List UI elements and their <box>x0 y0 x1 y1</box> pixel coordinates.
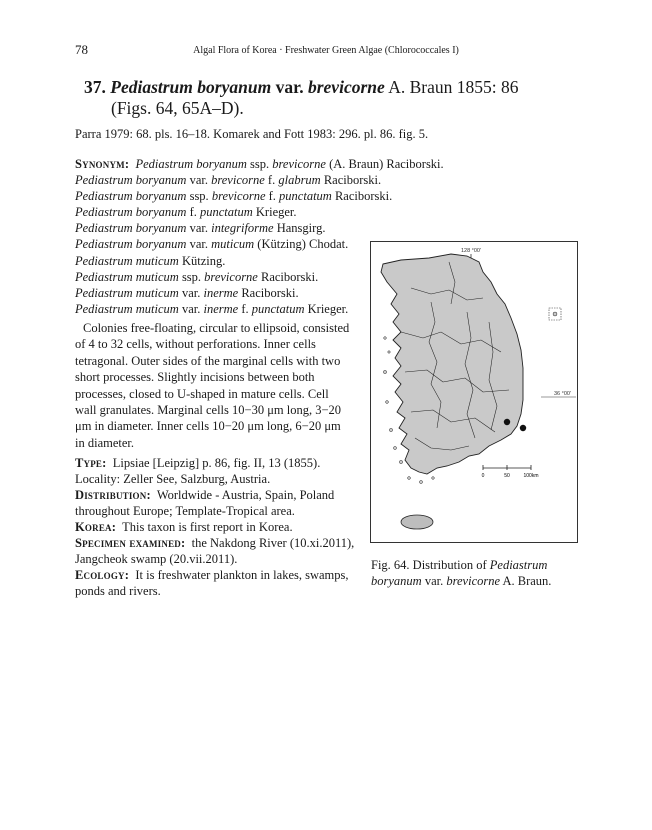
synonym-rank: var. <box>181 301 201 316</box>
synonym-epithet: integriforme <box>211 221 274 236</box>
description <box>75 320 351 451</box>
entry-number: 37. <box>84 77 106 97</box>
synonym-epithet: brevicorne <box>211 189 266 204</box>
korea-map-svg <box>371 242 577 542</box>
synonym-genus-species: Pediastrum muticum <box>75 285 179 300</box>
synonym-genus-species: Pediastrum boryanum <box>75 221 187 236</box>
var-abbr: var. <box>275 77 304 97</box>
synonym-author: Krieger. <box>307 301 349 316</box>
distribution-map <box>370 241 578 543</box>
synonym-epithet: glabrum <box>278 173 321 188</box>
taxon-metadata <box>75 455 357 599</box>
caption-variety: brevicorne <box>446 574 501 588</box>
synonym-label: Synonym: <box>75 157 130 171</box>
parallel-label: 36 °00' <box>553 391 571 397</box>
variety-name: brevicorne <box>307 77 385 97</box>
synonym-rank: var. <box>189 237 208 252</box>
meridian-label: 128 °00' <box>460 248 482 254</box>
synonym-line <box>75 188 444 204</box>
synonym-rank: ssp. <box>181 269 202 284</box>
synonym-line <box>75 220 444 236</box>
synonym-genus-species: Pediastrum boryanum <box>135 157 247 171</box>
entry-title <box>84 77 564 119</box>
type-label: Type: <box>75 456 107 470</box>
specimen-text: the Nakdong River (10.xi.2011), Jangcheok swamp (20.vii.2011). <box>75 536 355 566</box>
page-number: 78 <box>75 42 88 57</box>
synonym-genus-species: Pediastrum boryanum <box>75 189 187 204</box>
scale-label-50: 50 <box>504 473 510 479</box>
synonym-epithet: inerme <box>203 301 239 316</box>
ecology-label: Ecology: <box>75 568 130 582</box>
synonym-line <box>75 156 444 172</box>
synonym-rank: var. <box>181 285 201 300</box>
synonym-epithet: brevicorne <box>272 157 326 171</box>
distribution-label: Distribution: <box>75 488 151 502</box>
scale-label-0: 0 <box>481 473 485 479</box>
synonym-genus-species: Pediastrum muticum <box>75 269 179 284</box>
synonym-author: Krieger. <box>255 205 297 220</box>
synonym-epithet: punctatum <box>279 189 332 204</box>
synonym-epithet: brevicorne <box>211 173 265 188</box>
ulleung-island <box>553 312 557 316</box>
synonym-author: Raciborski. <box>260 269 319 284</box>
synonym-genus-species: Pediastrum boryanum <box>75 205 187 220</box>
synonym-epithet: muticum <box>211 237 255 252</box>
synonym-author: (Kützing) Chodat. <box>257 237 349 252</box>
specimen-label: Specimen examined: <box>75 536 186 550</box>
figure-refs: (Figs. 64, 65A–D). <box>111 98 244 118</box>
record-point-nakdong <box>504 419 510 425</box>
jeju-island <box>401 515 433 529</box>
synonym-author: Raciborski. <box>241 285 299 300</box>
synonym-rank: f. <box>267 173 276 188</box>
synonym-rank: var. <box>189 221 208 236</box>
authority: A. Braun 1855: 86 <box>388 77 519 97</box>
synonym-rank: f. <box>241 301 249 316</box>
synonym-rank: var. <box>189 173 208 188</box>
record-point-jangcheok <box>520 425 526 431</box>
synonym-genus-species: Pediastrum boryanum <box>75 237 187 252</box>
synonym-epithet: inerme <box>203 285 239 300</box>
species-name: Pediastrum boryanum <box>110 77 272 97</box>
caption-authority: A. Braun. <box>502 574 552 588</box>
running-title: Algal Flora of Korea · Freshwater Green Algae (Chlorococcales I) <box>193 45 459 56</box>
distribution-text: Worldwide - Austria, Spain, Poland throughout Europe; Template-Tropical area. <box>75 488 335 518</box>
synonym-line <box>75 172 444 188</box>
caption-prefix: Fig. 64. Distribution of <box>371 558 490 572</box>
synonym-author: (A. Braun) Raciborski. <box>329 157 444 171</box>
scale-label-100: 100km <box>523 473 539 479</box>
ecology-text: It is freshwater plankton in lakes, swamps, ponds and rivers. <box>75 568 349 598</box>
synonym-genus-species: Pediastrum muticum <box>75 253 179 268</box>
description-text: Colonies free-floating, circular to ellipsoid, consisted of 4 to 32 cells, without perforations. Inner cells tetragonal. Outer sides of the marginal cells with two short processes. Slightly incisions between both processes, closed to U-shaped in mature cells. Cell wall granulates. Marginal cells 10−30 μm long, 3−20 μm in diameter. Inner cells 10−20 μm long, 6−20 μm in diameter. <box>75 321 350 450</box>
synonym-genus-species: Pediastrum muticum <box>75 301 179 316</box>
synonym-genus-species: Pediastrum boryanum <box>75 173 187 188</box>
synonym-author: Raciborski. <box>323 173 382 188</box>
synonym-epithet: punctatum <box>251 301 305 316</box>
korea-peninsula <box>381 254 523 474</box>
synonym-author: Raciborski. <box>334 189 393 204</box>
type-text: Lipsiae [Leipzig] p. 86, fig. II, 13 (1855). Locality: Zeller See, Salzburg, Austria. <box>75 456 321 486</box>
synonym-epithet: brevicorne <box>204 269 258 284</box>
synonym-rank: f. <box>189 205 197 220</box>
synonym-author: Kützing. <box>181 253 226 268</box>
synonym-rank: ssp. <box>189 189 209 204</box>
figure-caption <box>371 557 581 589</box>
synonym-rank: f. <box>268 189 276 204</box>
caption-species: Pediastrum boryanum <box>371 558 548 588</box>
literature-references: Parra 1979: 68. pls. 16–18. Komarek and Fott 1983: 296. pl. 86. fig. 5. <box>75 127 429 141</box>
scale-bar <box>482 465 539 479</box>
caption-var: var. <box>424 574 444 588</box>
synonym-author: Hansgirg. <box>276 221 326 236</box>
synonym-rank: ssp. <box>250 157 270 171</box>
korea-label: Korea: <box>75 520 117 534</box>
korea-text: This taxon is first report in Korea. <box>122 520 293 534</box>
synonym-epithet: punctatum <box>200 205 253 220</box>
synonym-line <box>75 204 444 220</box>
